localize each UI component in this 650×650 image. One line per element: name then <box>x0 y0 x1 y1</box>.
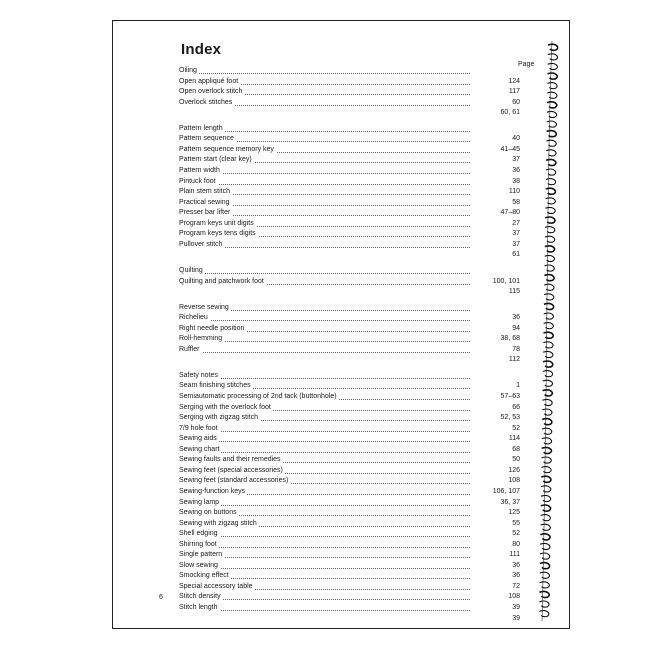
index-entry <box>179 187 520 197</box>
index-entry <box>179 434 520 444</box>
entry-label: Single pattern <box>179 551 223 559</box>
entry-pages: 37 <box>512 230 520 238</box>
entry-label: Open overlock stitch <box>179 88 243 96</box>
entry-label: Shirring foot <box>179 540 217 548</box>
index-entry <box>179 519 520 529</box>
index-entry <box>179 466 520 476</box>
index-entry <box>179 177 520 187</box>
index-entry <box>179 87 520 97</box>
entry-label: Overlock stitches <box>179 98 233 106</box>
entry-pages: 36 <box>512 166 520 174</box>
entry-pages: 47–80 <box>500 209 520 217</box>
entry-pages: 36 <box>512 572 520 580</box>
entry-label: Serging with the overlock foot <box>179 403 271 411</box>
index-entry <box>179 334 520 344</box>
index-entry <box>179 476 520 486</box>
index-entries <box>113 21 569 628</box>
binding-coil <box>546 198 556 204</box>
entry-pages: 124 <box>508 77 520 85</box>
index-entry <box>179 561 520 571</box>
entry-label: Special accessory table <box>179 582 253 590</box>
leader-dots <box>179 599 470 600</box>
entry-pages: 52 <box>512 530 520 538</box>
binding-coil <box>542 428 552 434</box>
binding-coil <box>540 563 550 569</box>
entry-label: Semiautomatic processing of 2nd tack (buttonhole) <box>179 393 337 400</box>
index-entry <box>179 455 520 465</box>
binding-coil <box>544 323 554 329</box>
entry-pages: 110 <box>508 188 520 196</box>
binding-coil <box>545 246 555 252</box>
entry-pages: 114 <box>508 435 520 443</box>
entry-label: Program keys tens digits <box>179 230 256 238</box>
page-column-header: Page <box>518 61 535 68</box>
binding-coil <box>547 131 557 137</box>
entry-label: Pattern sequence memory key <box>179 145 274 153</box>
entry-label: Open appliqué foot <box>179 77 239 85</box>
entry-label: Sewing with zigzag stitch <box>179 519 257 527</box>
binding-coil <box>545 265 555 271</box>
entry-label: Quilting <box>179 266 203 274</box>
index-entry <box>179 124 520 134</box>
entry-pages: 36 <box>512 314 520 322</box>
index-entry <box>179 424 520 434</box>
entry-pages: 27 <box>512 219 520 227</box>
binding-coil <box>542 419 552 425</box>
binding-coil <box>541 515 551 521</box>
leader-dots <box>179 352 470 353</box>
entry-pages: 39 <box>512 604 520 611</box>
binding-coil <box>544 275 554 281</box>
binding-coil <box>540 572 550 578</box>
entry-label: 7/9 hole foot <box>179 424 218 432</box>
index-page <box>112 20 570 629</box>
index-entry <box>179 392 520 402</box>
entry-pages: 108 <box>508 477 520 485</box>
binding-coil <box>541 486 551 492</box>
entry-label: Practical sewing <box>179 198 230 206</box>
entry-label: Sewing feet (standard accessories) <box>179 477 289 485</box>
binding-coil <box>544 294 554 300</box>
leader-dots <box>179 431 470 432</box>
spiral-binding <box>538 41 564 621</box>
index-entry <box>179 445 520 455</box>
leader-dots <box>179 173 470 174</box>
index-entry <box>179 582 520 592</box>
entry-pages-continued: 112 <box>508 356 520 364</box>
index-entry <box>179 603 520 613</box>
index-entry <box>179 145 520 155</box>
entry-pages-continued: 115 <box>508 288 520 295</box>
entry-label: Richelieu <box>179 314 208 322</box>
binding-coil <box>546 188 556 194</box>
index-entry <box>179 66 520 76</box>
entry-label: Pattern length <box>179 124 223 132</box>
index-entry <box>179 508 520 518</box>
binding-coil <box>547 83 557 89</box>
binding-coil <box>539 601 549 607</box>
leader-dots <box>179 320 470 321</box>
binding-coil <box>543 371 553 377</box>
binding-coil <box>548 54 558 60</box>
index-entry <box>179 403 520 413</box>
entry-label: Sewing aids <box>179 435 217 443</box>
binding-coil <box>548 63 558 69</box>
binding-coil <box>540 524 550 530</box>
binding-coil <box>539 611 549 617</box>
binding-coil <box>541 505 551 511</box>
binding-coil <box>542 409 552 415</box>
index-entry <box>179 413 520 423</box>
index-entry <box>179 381 520 391</box>
index-entry <box>179 540 520 550</box>
entry-pages: 100, 101 <box>492 277 520 285</box>
spiral-binding-graphic <box>538 41 564 621</box>
entry-pages: 117 <box>508 88 520 96</box>
binding-coil <box>547 73 557 79</box>
entry-label: Slow sewing <box>179 561 218 569</box>
binding-coil <box>543 361 553 367</box>
entry-pages: 52, 53 <box>500 414 520 422</box>
entry-pages-continued: 39 <box>512 614 520 622</box>
entry-pages-continued: 60, 61 <box>500 109 520 117</box>
binding-coil <box>546 150 556 156</box>
binding-coil <box>547 102 557 108</box>
index-entry <box>179 266 520 276</box>
index-entry <box>179 277 520 287</box>
entry-label: Reverse sewing <box>179 303 229 311</box>
binding-coil <box>542 438 552 444</box>
leader-dots <box>179 547 470 548</box>
index-entry <box>179 240 520 250</box>
entry-pages: 37 <box>512 156 520 164</box>
binding-coil <box>543 332 553 338</box>
binding-coil <box>545 207 555 213</box>
entry-label: Pullover stitch <box>179 240 223 248</box>
binding-coil <box>546 169 556 175</box>
index-entry <box>179 134 520 144</box>
entry-pages: 38 <box>512 177 520 185</box>
index-entry <box>179 166 520 176</box>
entry-pages: 40 <box>512 135 520 143</box>
entry-label: Smocking effect <box>179 572 229 580</box>
entry-pages: 108 <box>508 593 520 601</box>
entry-pages: 94 <box>512 324 520 332</box>
entry-label: Program keys unit digits <box>179 219 254 227</box>
entry-label: Pattern start (clear key) <box>179 156 252 164</box>
entry-pages: 52 <box>512 424 520 432</box>
binding-coil <box>545 255 555 261</box>
leader-dots <box>179 610 470 611</box>
index-entry <box>179 219 520 229</box>
entry-pages: 68 <box>512 445 520 453</box>
entry-label: Oiling <box>179 67 197 74</box>
binding-coil <box>548 44 558 50</box>
entry-pages: 111 <box>509 551 520 559</box>
index-entry <box>179 98 520 108</box>
entry-pages: 78 <box>512 345 520 353</box>
entry-pages: 1 <box>516 382 520 390</box>
leader-dots <box>179 378 470 379</box>
index-entry <box>179 313 520 323</box>
index-entry <box>179 155 520 165</box>
entry-label: Pattern sequence <box>179 135 234 143</box>
entry-pages: 125 <box>508 509 520 516</box>
entry-pages: 50 <box>512 456 520 464</box>
index-entry <box>179 487 520 497</box>
entry-label: Presser bar lifter <box>179 209 231 217</box>
binding-coil <box>543 342 553 348</box>
index-entry <box>179 229 520 239</box>
entry-label: Sewing faults and their remedies <box>179 456 281 464</box>
binding-coil <box>544 313 554 319</box>
entry-pages: 41–45 <box>500 145 520 153</box>
entry-label: Stitch density <box>179 593 221 601</box>
leader-dots <box>179 73 470 74</box>
binding-coil <box>541 467 551 473</box>
entry-pages: 80 <box>512 540 520 548</box>
entry-pages-continued: 61 <box>512 251 520 259</box>
binding-coil <box>540 553 550 559</box>
entry-label: Ruffler <box>179 345 200 353</box>
index-entry <box>179 303 520 313</box>
entry-pages: 36 <box>512 561 520 569</box>
binding-coil <box>546 179 556 185</box>
entry-label: Sewing lamp <box>179 498 220 506</box>
entry-label: Seam finishing stitches <box>179 382 251 390</box>
binding-coil <box>547 92 557 98</box>
binding-coil <box>545 236 555 242</box>
entry-label: Stitch length <box>179 604 218 611</box>
entry-label: Pintuck foot <box>179 177 216 185</box>
entry-label: Quilting and patchwork foot <box>179 277 264 285</box>
index-entry <box>179 208 520 218</box>
index-entry <box>179 592 520 602</box>
page-title: Index <box>181 41 222 58</box>
binding-coil <box>547 111 557 117</box>
binding-coil <box>546 140 556 146</box>
binding-coil <box>545 227 555 233</box>
entry-label: Right needle position <box>179 324 245 332</box>
entry-pages: 55 <box>512 519 520 527</box>
entry-pages: 72 <box>512 582 520 590</box>
entry-label: Roll-hemming <box>179 335 223 343</box>
entry-label: Safety notes <box>179 371 218 379</box>
entry-label: Serging with zigzag stitch <box>179 414 258 422</box>
index-entry <box>179 529 520 539</box>
entry-label: Plain stem stitch <box>179 188 230 196</box>
binding-coil <box>547 121 557 127</box>
entry-label: Sewing on buttons <box>179 509 237 516</box>
entry-label: Pattern width <box>179 166 220 174</box>
entry-pages: 36, 37 <box>500 498 520 506</box>
entry-pages: 126 <box>508 466 520 474</box>
page-number: 6 <box>159 594 163 601</box>
index-entry <box>179 498 520 508</box>
leader-dots <box>179 452 470 453</box>
index-entry <box>179 324 520 334</box>
entry-pages: 106, 107 <box>492 487 520 495</box>
entry-label: Sewing-function keys <box>179 487 246 495</box>
binding-coil <box>542 457 552 463</box>
entry-label: Shell edging <box>179 530 218 538</box>
binding-coil <box>543 390 553 396</box>
index-entry <box>179 371 520 381</box>
index-entry <box>179 571 520 581</box>
entry-pages: 37 <box>512 240 520 248</box>
index-entry <box>179 77 520 87</box>
binding-coil <box>540 582 550 588</box>
entry-pages: 58 <box>512 198 520 206</box>
binding-coil <box>539 591 549 597</box>
entry-pages: 60 <box>512 98 520 106</box>
binding-coil <box>541 495 551 501</box>
binding-coil <box>540 543 550 549</box>
binding-coil <box>543 351 553 357</box>
binding-coil <box>541 476 551 482</box>
leader-dots <box>179 184 470 185</box>
binding-coil <box>544 284 554 290</box>
entry-pages: 57–63 <box>500 393 520 400</box>
entry-label: Sewing feet (special accessories) <box>179 466 283 474</box>
binding-coil <box>544 303 554 309</box>
binding-coil <box>545 217 555 223</box>
index-entry <box>179 198 520 208</box>
binding-coil <box>542 399 552 405</box>
binding-coil <box>540 534 550 540</box>
index-entry <box>179 345 520 355</box>
binding-coil <box>542 447 552 453</box>
leader-dots <box>179 273 470 274</box>
index-entry <box>179 550 520 560</box>
leader-dots <box>179 505 470 506</box>
entry-pages: 38, 68 <box>500 335 520 343</box>
binding-coil <box>543 380 553 386</box>
entry-label: Sewing chart <box>179 445 220 453</box>
binding-coil <box>546 159 556 165</box>
entry-pages: 66 <box>512 403 520 411</box>
leader-dots <box>179 568 470 569</box>
leader-dots <box>179 536 470 537</box>
leader-dots <box>179 441 470 442</box>
